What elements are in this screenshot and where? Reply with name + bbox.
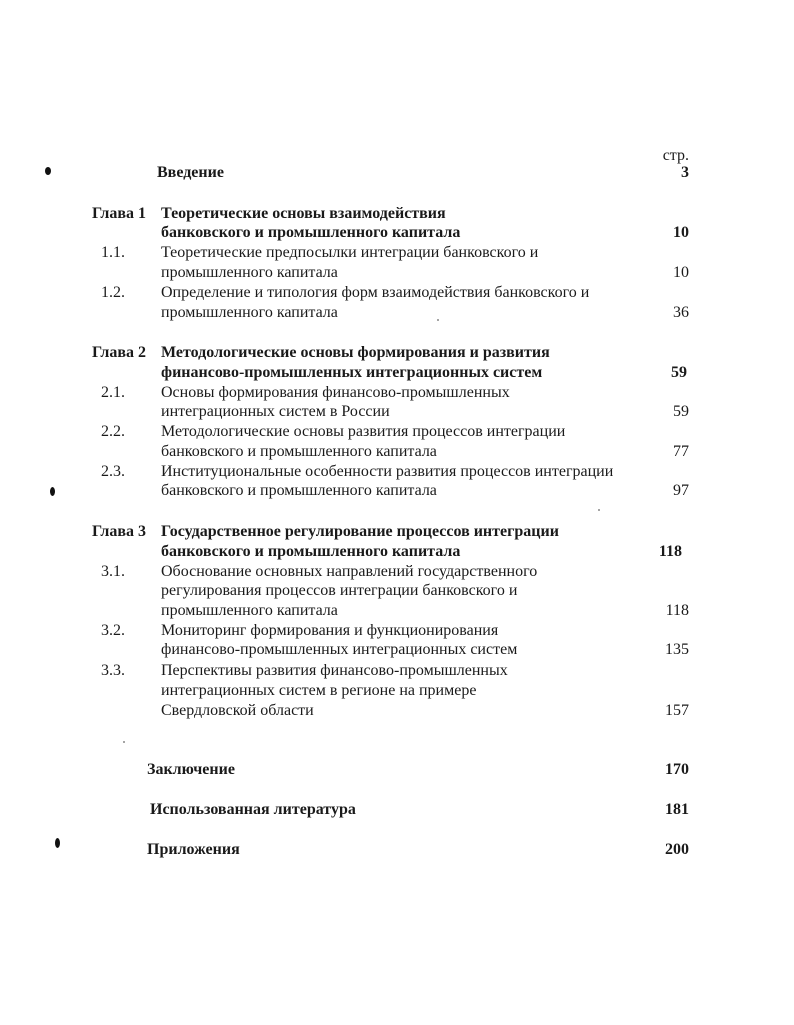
section-number: 2.1. (101, 384, 125, 401)
section-title-line: банковского и промышленного капитала (161, 482, 437, 499)
chapter-1-page: 10 (673, 224, 689, 241)
scan-speck (598, 509, 600, 511)
conclusion-page: 170 (665, 761, 689, 778)
page-column-label: стр. (662, 147, 689, 164)
appendices-page: 200 (665, 841, 689, 858)
intro-page: 3 (681, 164, 689, 181)
scan-speck (123, 741, 125, 743)
chapter-1-label: Глава 1 (92, 205, 146, 222)
section-title-line: промышленного капитала (161, 602, 338, 619)
section-number: 3.3. (101, 662, 125, 679)
section-title-line: Теоретические предпосылки интеграции банковского и (161, 244, 539, 261)
chapter-1-title-line: банковского и промышленного капитала (161, 224, 461, 241)
section-page: 157 (665, 702, 689, 719)
scan-speck (45, 167, 51, 175)
appendices-label: Приложения (147, 841, 240, 858)
section-title-line: Институциональные особенности развития процессов интеграции (161, 463, 614, 480)
chapter-3-label: Глава 3 (92, 523, 146, 540)
section-number: 3.2. (101, 622, 125, 639)
section-title-line: Обоснование основных направлений государственного (161, 563, 538, 580)
section-page: 59 (673, 403, 689, 420)
chapter-2-title-line: финансово-промышленных интеграционных систем (161, 364, 543, 381)
section-title-line: Определение и типология форм взаимодействия банковского и (161, 284, 590, 301)
section-title-line: Основы формирования финансово-промышленных (161, 384, 510, 401)
chapter-3-page: 118 (658, 543, 682, 560)
section-page: 10 (673, 264, 689, 281)
section-title-line: финансово-промышленных интеграционных систем (161, 641, 518, 658)
section-title-line: Свердловской области (161, 702, 314, 719)
literature-label: Использованная литература (150, 801, 356, 818)
section-title-line: интеграционных систем в России (161, 403, 390, 420)
section-page: 97 (673, 482, 689, 499)
section-title-line: промышленного капитала (161, 304, 338, 321)
chapter-1-title-line: Теоретические основы взаимодействия (161, 205, 446, 222)
conclusion-label: Заключение (147, 761, 235, 778)
section-number: 1.1. (101, 244, 125, 261)
intro-label: Введение (157, 164, 224, 181)
section-title-line: интеграционных систем в регионе на примере (161, 682, 477, 699)
section-title-line: банковского и промышленного капитала (161, 443, 437, 460)
chapter-3-title-line: Государственное регулирование процессов интеграции (161, 523, 559, 540)
section-title-line: промышленного капитала (161, 264, 338, 281)
literature-page: 181 (665, 801, 689, 818)
section-title-line: регулирования процессов интеграции банковского и (161, 582, 518, 599)
scan-speck (55, 838, 60, 848)
chapter-2-label: Глава 2 (92, 344, 146, 361)
section-number: 2.2. (101, 423, 125, 440)
section-page: 135 (665, 641, 689, 658)
section-title-line: Мониторинг формирования и функционирования (161, 622, 499, 639)
scan-speck (50, 487, 55, 496)
section-page: 118 (665, 602, 689, 619)
section-title-line: Методологические основы развития процессов интеграции (161, 423, 566, 440)
section-number: 2.3. (101, 463, 125, 480)
section-number: 1.2. (101, 284, 125, 301)
section-number: 3.1. (101, 563, 125, 580)
section-title-line: Перспективы развития финансово-промышленных (161, 662, 508, 679)
chapter-2-title-line: Методологические основы формирования и развития (161, 344, 550, 361)
section-page: 77 (673, 443, 689, 460)
scan-speck (437, 319, 439, 321)
chapter-3-title-line: банковского и промышленного капитала (161, 543, 461, 560)
section-page: 36 (673, 304, 689, 321)
chapter-2-page: 59 (671, 364, 687, 381)
